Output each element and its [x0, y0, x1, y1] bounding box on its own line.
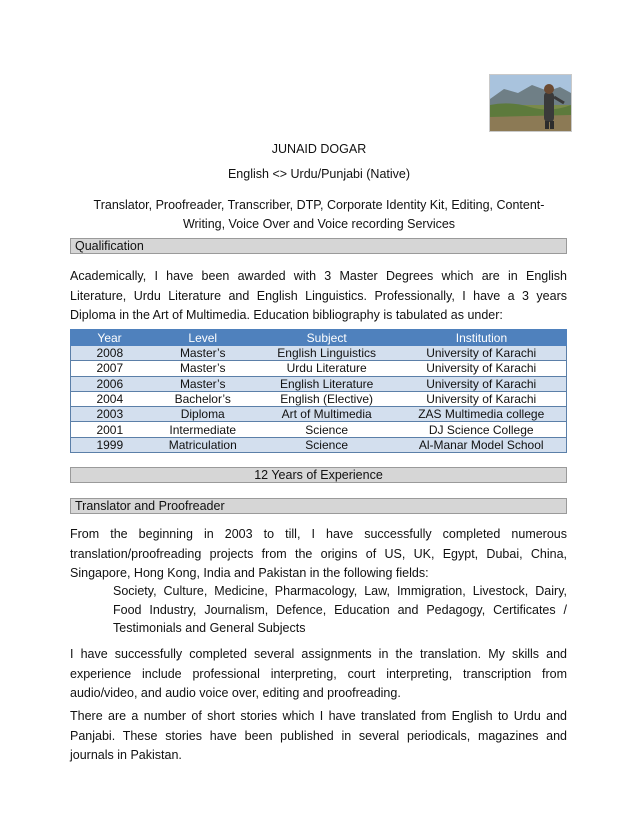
cell-institution: ZAS Multimedia college — [396, 407, 566, 422]
cell-subject: Science — [257, 422, 397, 437]
table-row — [71, 422, 567, 437]
cell-institution: DJ Science College — [396, 422, 566, 437]
cell-institution: University of Karachi — [396, 361, 566, 376]
cell-level: Matriculation — [149, 437, 257, 452]
services-line: Translator, Proofreader, Transcriber, DTP, Corporate Identity Kit, Editing, Content-Writing, Voice Over and Voice recording Services — [93, 198, 545, 231]
cell-year: 2001 — [71, 422, 149, 437]
column-header-institution: Institution — [396, 330, 566, 346]
skills-paragraph: I have successfully completed several assignments in the translation. My skills and experience include professional interpreting, court interpreting, transcription from audio/video, and audio voice over, editing and proofreading. — [70, 647, 567, 700]
column-header-level: Level — [149, 330, 257, 346]
cell-year: 2006 — [71, 376, 149, 391]
cell-year: 2007 — [71, 361, 149, 376]
academic-paragraph: Academically, I have been awarded with 3 Master Degrees which are in English Literature, Urdu Literature and English Linguistics. Professionally, I have a 3 years Diploma in the Art of Multimedia. Education bibliography is tabulated as under: — [70, 269, 567, 322]
cell-institution: University of Karachi — [396, 346, 566, 361]
cell-year: 2008 — [71, 346, 149, 361]
cell-subject: Art of Multimedia — [257, 407, 397, 422]
profile-photo — [489, 74, 572, 132]
table-header-row — [71, 330, 567, 346]
column-header-subject: Subject — [257, 330, 397, 346]
section-heading-qualification: Qualification — [70, 238, 567, 254]
column-header-year: Year — [71, 330, 149, 346]
table-row — [71, 407, 567, 422]
cell-year: 2004 — [71, 391, 149, 406]
cell-subject: English Linguistics — [257, 346, 397, 361]
cell-year: 2003 — [71, 407, 149, 422]
table-row — [71, 361, 567, 376]
section-heading-experience: 12 Years of Experience — [70, 467, 567, 483]
cell-subject: Urdu Literature — [257, 361, 397, 376]
cell-level: Intermediate — [149, 422, 257, 437]
candidate-name: JUNAID DOGAR — [271, 142, 367, 156]
stories-paragraph: There are a number of short stories which I have translated from English to Urdu and Panjabi. These stories have been published in several periodicals, magazines and journals in Pakistan. — [70, 709, 567, 762]
experience-paragraph: From the beginning in 2003 to till, I have successfully completed numerous translation/proofreading projects from the origins of US, UK, Egypt, Dubai, China, Singapore, Hong Kong, India and Pakistan in the following fields: — [70, 527, 567, 580]
cell-subject: English (Elective) — [257, 391, 397, 406]
cell-year: 1999 — [71, 437, 149, 452]
cell-institution: University of Karachi — [396, 391, 566, 406]
table-row — [71, 391, 567, 406]
cell-level: Diploma — [149, 407, 257, 422]
table-row — [71, 376, 567, 391]
fields-paragraph: Society, Culture, Medicine, Pharmacology, Law, Immigration, Livestock, Dairy, Food Industry, Journalism, Defence, Education and Pedagogy, Certificates / Testimonials and General Subjects — [113, 584, 567, 635]
cell-level: Master’s — [149, 361, 257, 376]
education-table — [70, 329, 567, 453]
cell-institution: University of Karachi — [396, 376, 566, 391]
section-heading-translator: Translator and Proofreader — [70, 498, 567, 514]
language-pair: English <> Urdu/Punjabi (Native) — [227, 167, 411, 181]
cell-level: Master’s — [149, 376, 257, 391]
cell-level: Master’s — [149, 346, 257, 361]
table-row — [71, 437, 567, 452]
cell-level: Bachelor’s — [149, 391, 257, 406]
cell-institution: Al-Manar Model School — [396, 437, 566, 452]
cell-subject: Science — [257, 437, 397, 452]
table-row — [71, 346, 567, 361]
cell-subject: English Literature — [257, 376, 397, 391]
